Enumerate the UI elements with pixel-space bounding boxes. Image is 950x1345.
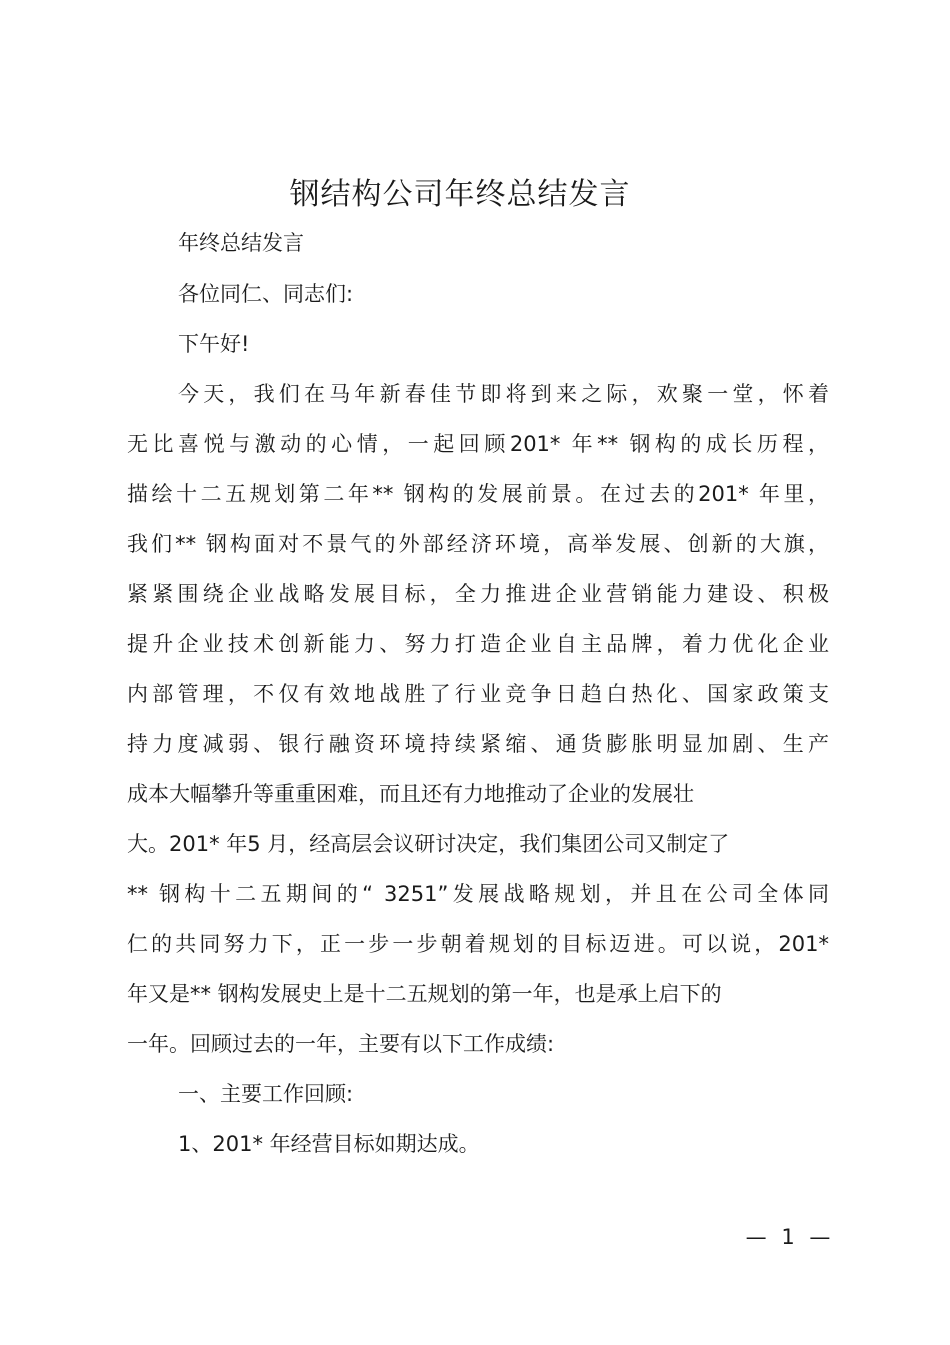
greeting: 下午好! bbox=[178, 332, 250, 356]
body-line: 我们** 钢构面对不景气的外部经济环境，高举发展、创新的大旗， bbox=[127, 532, 829, 556]
body-line: 今天，我们在马年新春佳节即将到来之际，欢聚一堂，怀着 bbox=[178, 382, 829, 406]
subtitle: 年终总结发言 bbox=[178, 231, 304, 255]
document-title: 钢结构公司年终总结发言 bbox=[289, 177, 631, 212]
body-line: 内部管理，不仅有效地战胜了行业竞争日趋白热化、国家政策支 bbox=[127, 682, 829, 706]
page-number: — 1 — bbox=[745, 1225, 835, 1249]
section-heading: 一、主要工作回顾: bbox=[178, 1082, 354, 1106]
body-line: 大。201* 年5 月，经高层会议研讨决定，我们集团公司又制定了 bbox=[127, 832, 730, 856]
body-line: 提升企业技术创新能力、努力打造企业自主品牌，着力优化企业 bbox=[127, 632, 829, 656]
list-item: 1、201* 年经营目标如期达成。 bbox=[178, 1132, 480, 1156]
body-line: ** 钢构十二五期间的“ 3251”发展战略规划，并且在公司全体同 bbox=[127, 882, 829, 906]
body-line: 无比喜悦与激动的心情，一起回顾201* 年** 钢构的成长历程， bbox=[127, 432, 829, 456]
body-line: 持力度减弱、银行融资环境持续紧缩、通货膨胀明显加剧、生产 bbox=[127, 732, 829, 756]
body-line: 年又是** 钢构发展史上是十二五规划的第一年，也是承上启下的 bbox=[127, 982, 722, 1006]
body-line: 仁的共同努力下，正一步一步朝着规划的目标迈进。可以说，201* bbox=[127, 932, 829, 956]
body-line: 一年。回顾过去的一年，主要有以下工作成绩: bbox=[127, 1032, 555, 1056]
body-line: 描绘十二五规划第二年** 钢构的发展前景。在过去的201* 年里， bbox=[127, 482, 829, 506]
body-line: 紧紧围绕企业战略发展目标，全力推进企业营销能力建设、积极 bbox=[127, 582, 829, 606]
salutation: 各位同仁、同志们: bbox=[178, 282, 354, 306]
body-line: 成本大幅攀升等重重困难，而且还有力地推动了企业的发展壮 bbox=[127, 782, 694, 806]
